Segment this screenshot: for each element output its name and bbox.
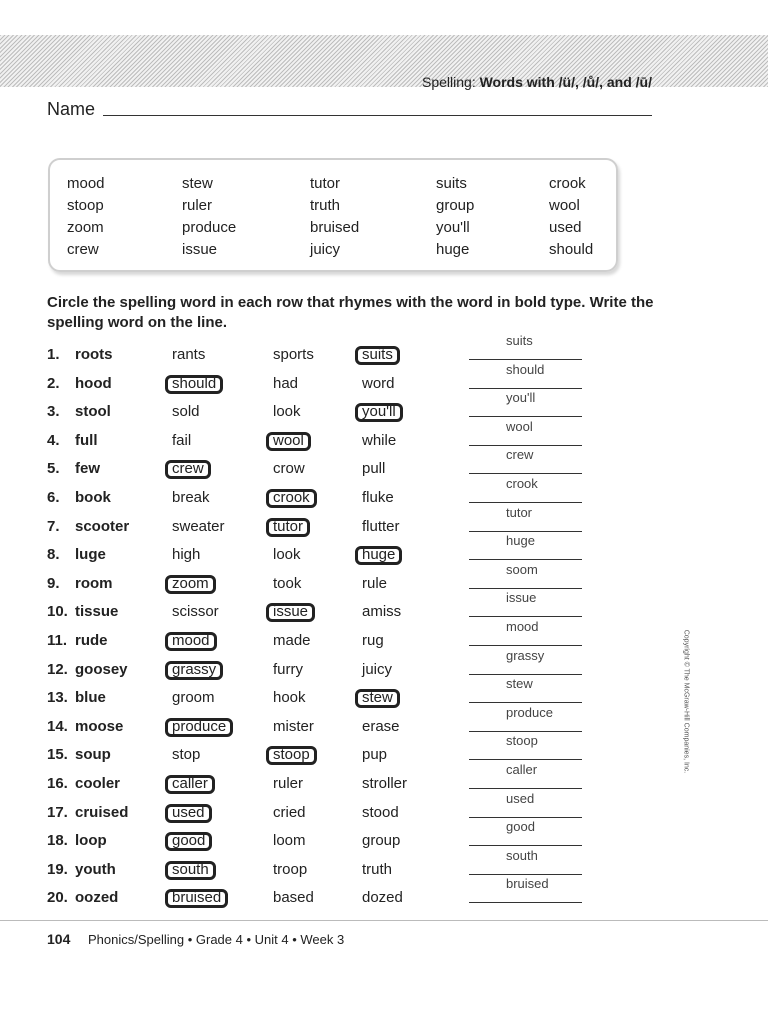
written-answer[interactable]: stew [506,676,533,691]
choice-word-circled[interactable] [172,460,211,479]
bold-key-word: moose [75,718,124,735]
choice-word-circled[interactable] [172,861,216,880]
written-answer[interactable]: used [506,791,535,806]
row-number: 6. [47,489,60,506]
row-number: 9. [47,575,60,592]
choice-word[interactable]: based [273,889,314,906]
bold-key-word: loop [75,832,107,849]
answer-line [469,645,582,646]
written-answer[interactable]: should [506,362,545,377]
circled-answer[interactable]: bruised [165,889,228,908]
answer-line [469,616,582,617]
word-box-word: stew [182,175,213,192]
circled-answer[interactable]: suits [355,346,400,365]
row-number: 10. [47,603,68,620]
row-number: 1. [47,346,60,363]
circled-answer[interactable]: tutor [266,518,310,537]
bold-key-word: goosey [75,661,128,678]
choice-word[interactable]: had [273,375,299,392]
written-answer[interactable]: grassy [506,648,545,663]
footer-rule [0,920,768,921]
choice-word[interactable]: word [362,375,395,392]
circled-answer[interactable]: caller [165,775,215,794]
answer-line [469,874,582,875]
circled-answer[interactable]: produce [165,718,233,737]
circled-answer[interactable]: you'll [355,403,403,422]
written-answer[interactable]: mood [506,619,539,634]
choice-word[interactable]: made [273,632,311,649]
choice-word[interactable]: pull [362,460,386,477]
choice-word[interactable]: furry [273,661,303,678]
bold-key-word: luge [75,546,106,563]
written-answer[interactable]: south [506,848,538,863]
choice-word[interactable]: dozed [362,889,403,906]
answer-line [469,559,582,560]
choice-word-circled[interactable] [273,746,317,765]
row-number: 16. [47,775,68,792]
choice-word[interactable]: sports [273,346,314,363]
answer-line [469,388,582,389]
circled-answer[interactable]: mood [165,632,217,651]
word-box-word: ruler [182,197,213,214]
bold-key-word: soup [75,746,111,763]
written-answer[interactable]: stoop [506,733,538,748]
choice-word[interactable]: high [172,546,201,563]
circled-answer[interactable]: zoom [165,575,216,594]
choice-word[interactable]: took [273,575,302,592]
bold-key-word: oozed [75,889,119,906]
choice-word[interactable]: hook [273,689,306,706]
row-number: 11. [47,632,68,649]
row-number: 12. [47,661,68,678]
row-number: 15. [47,746,68,763]
word-box-word: used [549,219,582,236]
row-number: 5. [47,460,60,477]
word-box-word: truth [310,197,341,214]
answer-line [469,788,582,789]
choice-word[interactable]: break [172,489,210,506]
choice-word[interactable]: stroller [362,775,408,792]
circled-answer[interactable]: crook [266,489,317,508]
answer-line [469,702,582,703]
choice-word-circled[interactable] [172,718,233,737]
topic-prefix: Spelling: [422,74,480,90]
choice-word[interactable]: rug [362,632,384,649]
choice-word[interactable]: stop [172,746,201,763]
choice-word-circled[interactable] [172,375,223,394]
bold-key-word: rude [75,632,108,649]
row-number: 19. [47,861,68,878]
written-answer[interactable]: wool [506,419,533,434]
choice-word-circled[interactable] [172,832,212,851]
row-number: 13. [47,689,68,706]
choice-word[interactable]: scissor [172,603,219,620]
answer-line [469,588,582,589]
choice-word[interactable]: group [362,832,401,849]
bold-key-word: cooler [75,775,121,792]
choice-word[interactable]: erase [362,718,400,735]
word-box-word: group [436,197,475,214]
footer-text: Phonics/Spelling • Grade 4 • Unit 4 • Week 3 [88,932,345,947]
row-number: 2. [47,375,60,392]
written-answer[interactable]: caller [506,762,538,777]
choice-word[interactable]: look [273,403,301,420]
circled-answer[interactable]: stew [355,689,400,708]
choice-word[interactable]: crow [273,460,305,477]
choice-word[interactable]: while [362,432,397,449]
written-answer[interactable]: good [506,819,535,834]
word-box-word: crew [67,241,99,258]
written-answer[interactable]: crook [506,476,538,491]
answer-line [469,531,582,532]
bold-key-word: hood [75,375,112,392]
choice-word[interactable]: rants [172,346,206,363]
circled-answer[interactable]: grassy [165,661,223,680]
choice-word-circled[interactable] [362,689,400,708]
bold-key-word: youth [75,861,116,878]
choice-word[interactable]: sold [172,403,200,420]
choice-word[interactable]: look [273,546,301,563]
word-box-word: suits [436,175,467,192]
answer-line [469,902,582,903]
circled-answer[interactable]: should [165,375,223,394]
word-box-word: produce [182,219,237,236]
answer-line [469,817,582,818]
choice-word-circled[interactable] [172,661,223,680]
bold-key-word: scooter [75,518,130,535]
answer-line [469,674,582,675]
bold-key-word: roots [75,346,113,363]
row-number: 3. [47,403,60,420]
header-hatch-band [0,35,768,87]
choice-word[interactable]: amiss [362,603,402,620]
row-number: 7. [47,518,60,535]
word-box-word: wool [549,197,580,214]
answer-line [469,731,582,732]
bold-key-word: full [75,432,98,449]
written-answer[interactable]: you'll [506,390,536,405]
circled-answer[interactable]: crew [165,460,211,479]
circled-answer[interactable]: used [165,804,212,823]
row-number: 14. [47,718,68,735]
choice-word[interactable]: truth [362,861,393,878]
row-number: 18. [47,832,68,849]
word-box-word: stoop [67,197,104,214]
written-answer[interactable]: soom [506,562,538,577]
page-number: 104 [47,931,71,947]
word-box-word: huge [436,241,470,258]
word-box-word: should [549,241,594,258]
choice-word[interactable]: loom [273,832,306,849]
choice-word-circled[interactable] [273,489,317,508]
circled-answer[interactable]: wool [266,432,311,451]
circled-answer[interactable]: south [165,861,216,880]
written-answer[interactable]: crew [506,447,534,462]
bold-key-word: few [75,460,101,477]
word-box-word: you'll [436,219,470,236]
choice-word-circled[interactable] [172,775,215,794]
written-answer[interactable]: produce [506,705,553,720]
answer-line [469,759,582,760]
choice-word-circled[interactable] [362,346,400,365]
bold-key-word: cruised [75,804,129,821]
answer-line [469,445,582,446]
choice-word-circled[interactable] [172,632,217,651]
choice-word-circled[interactable] [172,889,228,908]
circled-answer[interactable]: stoop [266,746,317,765]
choice-word[interactable]: pup [362,746,388,763]
answer-line [469,473,582,474]
choice-word[interactable]: mister [273,718,314,735]
copyright-notice: Copyright © The McGraw-Hill Companies, Inc. [682,629,690,774]
answer-line [469,502,582,503]
written-answer[interactable]: suits [506,333,533,348]
choice-word[interactable]: stood [362,804,399,821]
row-number: 8. [47,546,60,563]
answer-line [469,845,582,846]
word-box-word: tutor [310,175,341,192]
word-box-word: mood [67,175,105,192]
topic-title: Words with /ü/, /ů/, and /ū/ [479,74,652,90]
word-box-word: zoom [67,219,104,236]
word-box-word: juicy [310,241,341,258]
answer-line [469,416,582,417]
written-answer[interactable]: huge [506,533,535,548]
bold-key-word: book [75,489,111,506]
choice-word-circled[interactable] [273,432,311,451]
written-answer[interactable]: tutor [506,505,533,520]
written-answer[interactable]: bruised [506,876,549,891]
choice-word[interactable]: flutter [362,518,400,535]
row-number: 20. [47,889,68,906]
row-number: 17. [47,804,68,821]
bold-key-word: blue [75,689,106,706]
choice-word-circled[interactable] [172,804,212,823]
choice-word-circled[interactable] [172,575,216,594]
circled-answer[interactable]: good [165,832,212,851]
choice-word-circled[interactable] [273,603,315,622]
choice-word[interactable]: sweater [172,518,225,535]
word-box-word: issue [182,241,218,258]
choice-word[interactable]: troop [273,861,308,878]
choice-word[interactable]: groom [172,689,215,706]
word-box-word: crook [549,175,586,192]
choice-word-circled[interactable] [362,403,403,422]
bold-key-word: stool [75,403,111,420]
written-answer[interactable]: issue [506,590,537,605]
name-write-line [103,115,652,116]
choice-word[interactable]: ruler [273,775,304,792]
choice-word[interactable]: cried [273,804,306,821]
choice-word[interactable]: rule [362,575,388,592]
choice-word[interactable]: fail [172,432,192,449]
bold-key-word: tissue [75,603,119,620]
name-label: Name [47,99,96,119]
word-box-word: bruised [310,219,360,236]
circled-answer[interactable]: huge [355,546,402,565]
circled-answer[interactable]: issue [266,603,315,622]
instructions: Circle the spelling word in each row that rhymes with the word in bold type. Write the spelling word on the line. [47,294,654,331]
choice-word-circled[interactable] [362,546,402,565]
answer-line [469,359,582,360]
choice-word-circled[interactable] [273,518,310,537]
worksheet-topic [422,74,652,90]
bold-key-word: room [75,575,113,592]
choice-word[interactable]: juicy [362,661,393,678]
choice-word[interactable]: fluke [362,489,394,506]
row-number: 4. [47,432,60,449]
